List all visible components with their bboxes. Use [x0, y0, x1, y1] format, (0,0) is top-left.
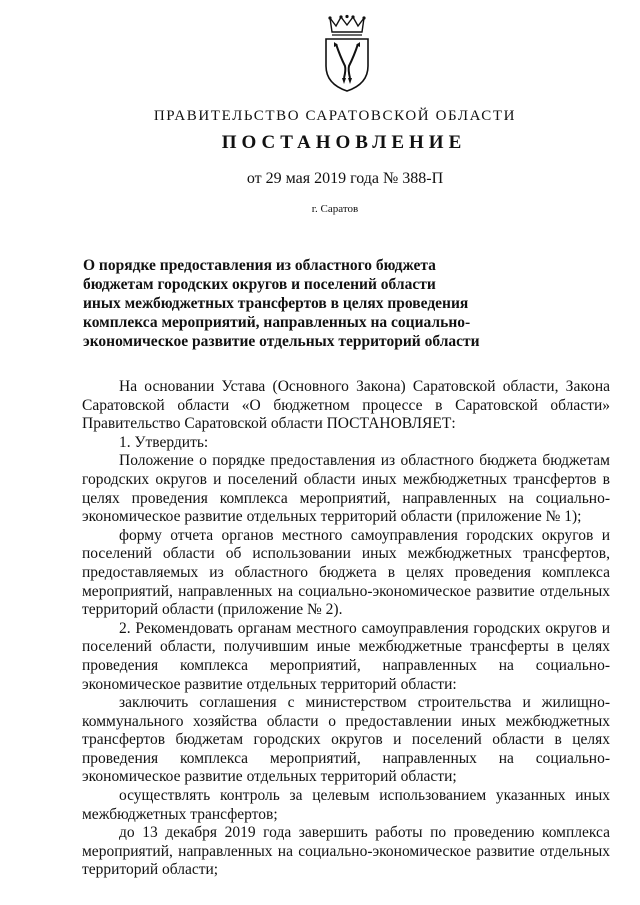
- subject-line: комплекса мероприятий, направленных на социально-: [83, 314, 471, 331]
- document-city: г. Саратов: [311, 203, 359, 215]
- document-body: [82, 378, 610, 880]
- clause-1-heading: 1. Утвердить:: [119, 433, 209, 451]
- clause-2-item-control: осуществлять контроль за целевым использованием указанных иных межбюджетных трансфертов;: [82, 787, 610, 823]
- clause-1-item-report-form: форму отчета органов местного самоуправления городских округов и поселений области об использовании иных межбюджетных трансфертов, предоставляемых из областного бюджета в целях проведения комплекса мероприятий, направленных на социально-экономическое развитие отдельных территорий области (приложение № 2).: [82, 526, 610, 619]
- clause-1-item-regulation: Положение о порядке предоставления из областного бюджета бюджетам городских округов и поселений области иных межбюджетных трансфертов в целях проведения комплекса мероприятий, направленных на социально-экономическое развитие отдельных территорий области (приложение № 1);: [82, 452, 610, 526]
- clause-2-heading: 2. Рекомендовать органам местного самоуправления городских округов и поселений области, получившим иные межбюджетные трансферты в целях проведения комплекса мероприятий, направленных на социально-экономическое развитие отдельных территорий области:: [82, 619, 610, 693]
- clause-2-item-agreements: заключить соглашения с министерством строительства и жилищно-коммунального хозяйства области о предоставлении иных межбюджетных трансфертов бюджетам городских округов и поселений области в целях проведения комплекса мероприятий, направленных на социально-экономическое развитие отдельных территорий области;: [82, 694, 610, 786]
- preamble-paragraph: На основании Устава (Основного Закона) Саратовской области, Закона Саратовской области «О бюджетном процессе в Саратовской области» Правительство Саратовской области ПОСТАНОВЛЯЕТ:: [82, 378, 610, 433]
- clause-2-item-deadline: до 13 декабря 2019 года завершить работы по проведению комплекса мероприятий, направленных на социально-экономическое развитие отдельных территорий области;: [82, 824, 610, 879]
- document-subject: [83, 256, 485, 351]
- subject-line: иных межбюджетных трансфертов в целях проведения: [83, 295, 469, 312]
- document-date-number: от 29 мая 2019 года № 388-П: [246, 170, 444, 187]
- subject-line: экономическое развитие отдельных территорий области: [83, 333, 480, 350]
- subject-line: О порядке предоставления из областного бюджета: [83, 257, 436, 274]
- document-type: ПОСТАНОВЛЕНИЕ: [221, 132, 467, 153]
- government-name: ПРАВИТЕЛЬСТВО САРАТОВСКОЙ ОБЛАСТИ: [153, 108, 517, 124]
- coat-of-arms-icon: [318, 14, 376, 94]
- subject-line: бюджетам городских округов и поселений области: [83, 276, 436, 293]
